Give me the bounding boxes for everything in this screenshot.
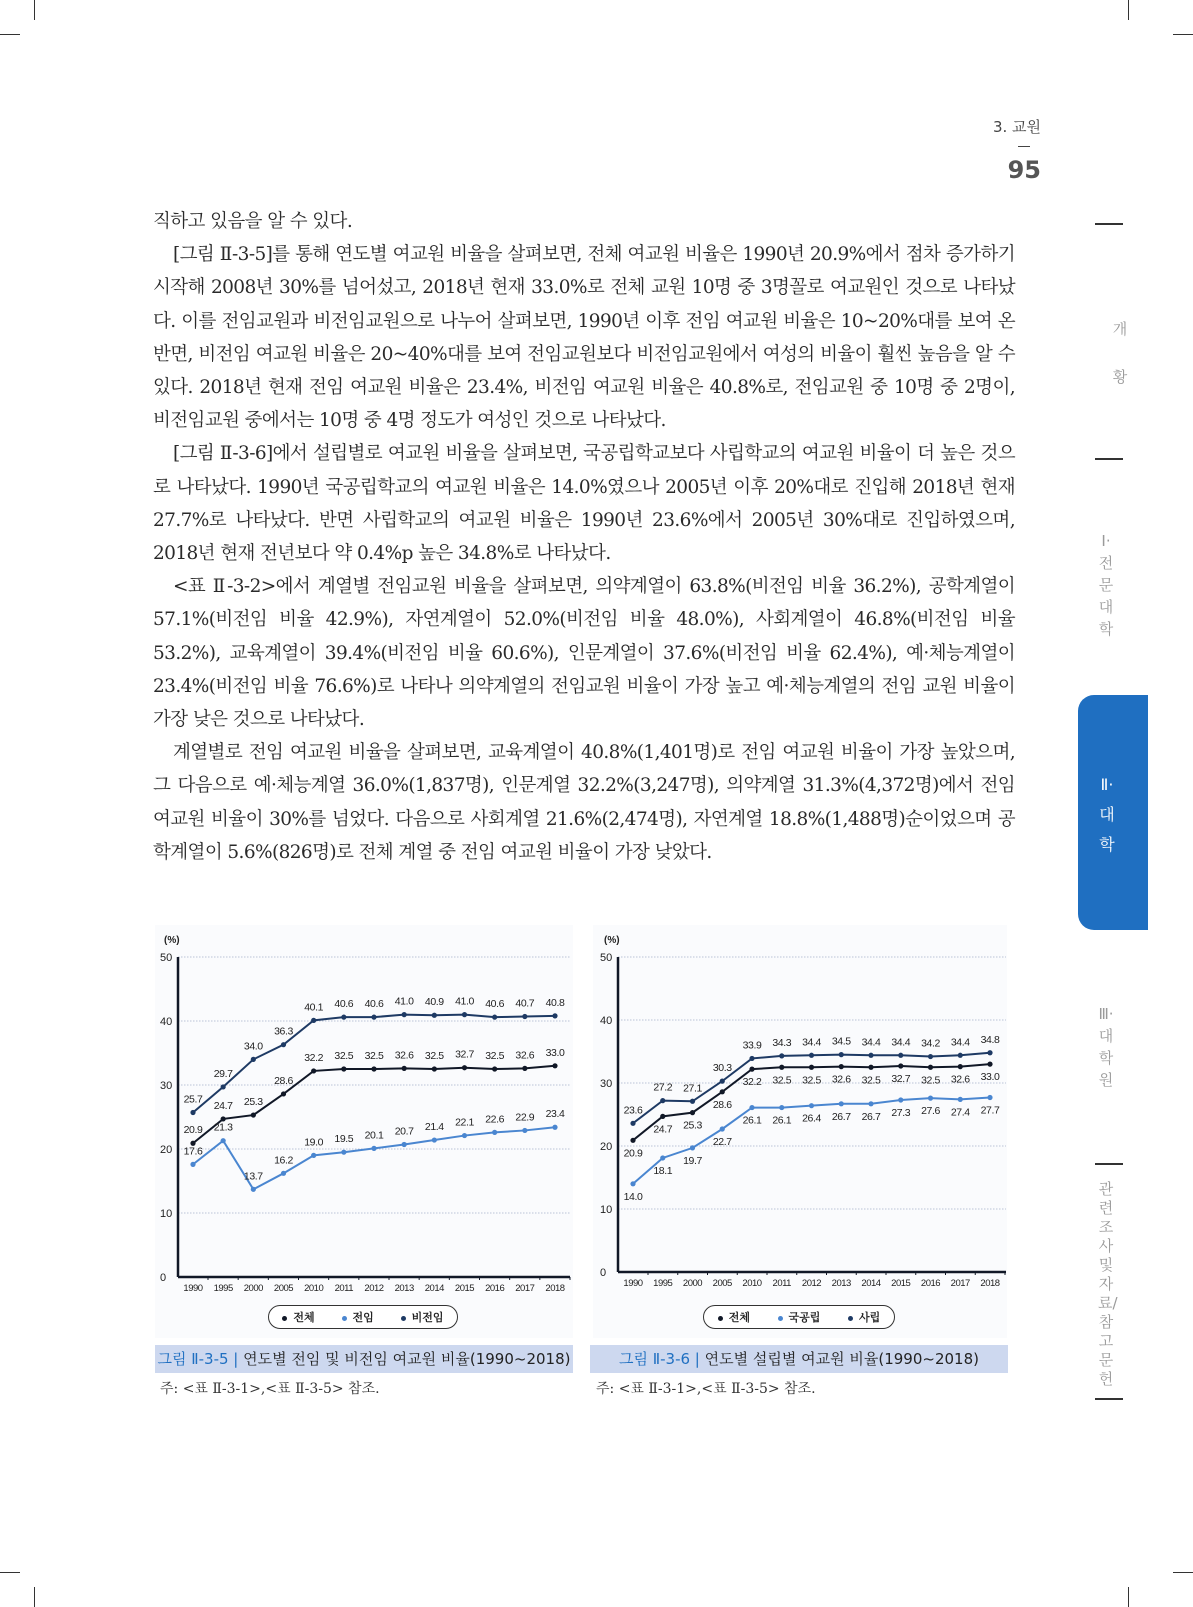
x-tick-label: 2010: [304, 1283, 324, 1294]
data-point: [779, 1053, 784, 1058]
legend-item: 사립: [848, 1309, 880, 1325]
data-label: 26.1: [772, 1114, 792, 1127]
x-tick-label: 2015: [454, 1283, 475, 1294]
data-label: 25.3: [243, 1096, 263, 1109]
data-point: [839, 1101, 844, 1106]
data-point: [958, 1064, 963, 1069]
data-point: [371, 1066, 376, 1071]
data-label: 19.0: [304, 1136, 324, 1149]
data-label: 34.4: [802, 1036, 821, 1049]
data-label: 32.6: [515, 1049, 535, 1062]
data-point: [281, 1042, 286, 1047]
data-label: 22.9: [515, 1111, 535, 1124]
data-point: [221, 1084, 226, 1089]
data-label: 32.2: [304, 1051, 324, 1064]
y-axis-unit: (%): [164, 935, 180, 946]
data-point: [809, 1103, 814, 1108]
chart-female-faculty-by-establishment: [590, 925, 1010, 1300]
data-point: [462, 1012, 467, 1017]
data-label: 20.1: [364, 1129, 384, 1142]
data-label: 41.0: [394, 995, 414, 1008]
data-label: 30.3: [712, 1062, 732, 1075]
data-point: [190, 1162, 195, 1167]
data-label: 20.9: [183, 1124, 203, 1137]
data-point: [371, 1146, 376, 1151]
data-label: 32.5: [861, 1074, 881, 1087]
chart-female-faculty-by-employment: [150, 925, 575, 1300]
divider: [1018, 146, 1030, 147]
data-point: [402, 1066, 407, 1071]
data-label: 18.1: [653, 1164, 673, 1177]
crop-mark: [34, 1587, 35, 1607]
x-tick-label: 2016: [485, 1283, 505, 1294]
side-nav-junior-college[interactable]: Ⅰ·전문대학: [1098, 532, 1114, 638]
data-label: 23.6: [623, 1104, 643, 1117]
body-text: [153, 205, 1015, 869]
x-tick-label: 2017: [515, 1283, 535, 1294]
data-label: 22.6: [485, 1113, 505, 1126]
side-nav-references[interactable]: 관련조사 및 자료/참고문헌: [1098, 1180, 1118, 1388]
legend-item: 전임: [342, 1309, 374, 1325]
data-label: 32.5: [772, 1074, 792, 1087]
chart-legend: [703, 1305, 895, 1329]
data-point: [987, 1095, 992, 1100]
x-tick-label: 2013: [831, 1278, 851, 1289]
data-point: [522, 1128, 527, 1133]
data-point: [522, 1014, 527, 1019]
data-point: [720, 1089, 725, 1094]
side-nav-overview[interactable]: 개 황: [1112, 320, 1128, 386]
data-label: 40.6: [485, 998, 505, 1011]
data-point: [690, 1110, 695, 1115]
data-label: 40.6: [364, 998, 384, 1011]
data-label: 34.2: [921, 1037, 940, 1050]
data-label: 26.7: [831, 1110, 851, 1123]
data-point: [839, 1064, 844, 1069]
data-label: 40.7: [515, 997, 535, 1010]
data-label: 34.3: [772, 1036, 792, 1049]
paragraph: 직하고 있음을 알 수 있다.: [153, 211, 353, 232]
x-tick-label: 2010: [742, 1278, 762, 1289]
data-point: [839, 1052, 844, 1057]
data-label: 25.7: [183, 1093, 203, 1106]
data-label: 34.5: [831, 1035, 851, 1048]
data-point: [432, 1013, 437, 1018]
divider: [1095, 458, 1123, 460]
side-nav-label: Ⅱ·대 학: [1099, 775, 1115, 854]
crop-mark: [1173, 1572, 1193, 1573]
data-label: 33.9: [742, 1039, 762, 1052]
chart-legend: [268, 1305, 458, 1329]
data-label: 34.4: [950, 1036, 970, 1049]
data-point: [630, 1138, 635, 1143]
x-tick-label: 2018: [980, 1278, 1000, 1289]
data-label: 17.6: [183, 1145, 203, 1158]
data-point: [749, 1056, 754, 1061]
data-label: 32.2: [742, 1076, 762, 1089]
data-label: 27.6: [921, 1105, 940, 1118]
x-tick-label: 2014: [424, 1283, 444, 1294]
data-point: [371, 1015, 376, 1020]
data-point: [492, 1130, 497, 1135]
data-point: [868, 1101, 873, 1106]
paragraph: 계열별로 전임 여교원 비율을 살펴보면, 교육계열이 40.8%(1,401명)로 전임 여교원 비율이 가장 높았으며, 그 다음으로 예·체능계열 36.0%(1,837명), 인문계열 32.2%(3,247명), 의약계열 31.3%(4,372명)에서 전임 여교원 비율이 30%를 넘었다. 다음으로 사회계열 21.6%(2,474명), 자연계열 18.8%(1,488명)순이었으며 공학계열이 5.6%(826명)로 전체 계열 중 전임 여교원 비율이 가장 낮았다.: [153, 742, 1015, 863]
data-label: 32.5: [424, 1050, 444, 1062]
data-point: [221, 1138, 226, 1143]
x-tick-label: 2016: [920, 1278, 941, 1289]
data-point: [898, 1063, 903, 1068]
data-label: 23.4: [545, 1108, 565, 1121]
data-point: [552, 1125, 557, 1130]
data-point: [630, 1121, 635, 1126]
side-nav-graduate-school[interactable]: Ⅲ·대학원: [1098, 1005, 1114, 1089]
legend-item: 전체: [282, 1309, 314, 1325]
data-point: [690, 1145, 695, 1150]
data-label: 32.5: [485, 1050, 505, 1062]
data-point: [720, 1126, 725, 1131]
data-label: 32.5: [334, 1050, 354, 1062]
data-point: [898, 1097, 903, 1102]
data-point: [779, 1065, 784, 1070]
data-point: [660, 1155, 665, 1160]
x-tick-label: 2018: [545, 1283, 565, 1294]
x-tick-label: 2015: [891, 1278, 911, 1289]
y-tick-label: 30: [600, 1078, 613, 1090]
data-point: [432, 1137, 437, 1142]
data-point: [251, 1057, 256, 1062]
data-point: [281, 1171, 286, 1176]
figure-caption: 그림 Ⅱ-3-5 | 연도별 전임 및 비전임 여교원 비율(1990~2018): [155, 1345, 573, 1373]
x-tick-label: 2011: [772, 1278, 791, 1289]
data-label: 22.1: [455, 1116, 474, 1129]
data-point: [868, 1065, 873, 1070]
side-nav-university[interactable]: [1078, 695, 1148, 930]
data-point: [492, 1015, 497, 1020]
crop-mark: [34, 0, 35, 20]
data-label: 28.6: [274, 1074, 293, 1087]
data-point: [749, 1067, 754, 1072]
paragraph: <표 Ⅱ-3-2>에서 계열별 전임교원 비율을 살펴보면, 의약계열이 63.8%(비전임 비율 36.2%), 공학계열이 57.1%(비전임 비율 42.9%), 자연계열이 52.0%(비전임 비율 48.0%), 사회계열이 46.8%(비전임 비율 53.2%), 교육계열이 39.4%(비전임 비율 60.6%), 인문계열이 37.6%(비전임 비율 62.4%), 예·체능계열이 23.4%(비전임 비율 76.6%)로 나타나 의약계열의 전임교원 비율이 가장 높고 예·체능계열의 전임 교원 비율이 가장 낮은 것으로 나타났다.: [153, 576, 1015, 731]
data-point: [749, 1105, 754, 1110]
x-tick-label: 2000: [243, 1283, 263, 1294]
data-point: [898, 1053, 903, 1058]
data-point: [402, 1142, 407, 1147]
data-label: 41.0: [455, 995, 474, 1008]
x-tick-label: 2014: [861, 1278, 881, 1289]
data-point: [552, 1013, 557, 1018]
data-point: [987, 1050, 992, 1055]
y-tick-label: 50: [160, 952, 173, 964]
y-tick-label: 10: [600, 1204, 613, 1216]
data-label: 27.3: [891, 1107, 911, 1120]
data-point: [462, 1133, 467, 1138]
data-point: [958, 1097, 963, 1102]
data-point: [341, 1066, 346, 1071]
data-label: 19.5: [334, 1133, 354, 1146]
data-label: 27.2: [653, 1081, 673, 1094]
data-label: 40.1: [304, 1001, 324, 1014]
crop-mark: [1173, 34, 1193, 35]
data-point: [522, 1066, 527, 1071]
data-label: 20.7: [394, 1125, 414, 1138]
x-tick-label: 2012: [801, 1278, 822, 1289]
data-label: 32.5: [802, 1074, 821, 1087]
x-tick-label: 1995: [653, 1278, 673, 1289]
x-tick-label: 2005: [273, 1283, 294, 1294]
data-point: [928, 1065, 933, 1070]
y-tick-label: 10: [160, 1208, 173, 1220]
data-label: 22.7: [712, 1135, 732, 1148]
data-label: 32.5: [921, 1074, 940, 1087]
y-tick-label: 30: [160, 1080, 173, 1092]
data-label: 24.7: [653, 1123, 673, 1136]
data-point: [311, 1018, 316, 1023]
y-tick-label: 0: [160, 1272, 167, 1284]
y-tick-label: 40: [600, 1015, 613, 1027]
legend-item: 비전임: [401, 1309, 444, 1325]
data-label: 26.4: [802, 1112, 821, 1125]
data-label: 32.6: [831, 1073, 851, 1086]
data-label: 32.5: [364, 1050, 384, 1062]
y-tick-label: 0: [600, 1267, 607, 1279]
data-point: [779, 1105, 784, 1110]
data-label: 13.7: [243, 1170, 263, 1183]
x-tick-label: 2011: [334, 1283, 354, 1294]
data-label: 40.9: [424, 996, 444, 1009]
data-label: 27.7: [980, 1104, 1000, 1117]
x-tick-label: 2017: [950, 1278, 970, 1289]
data-label: 27.4: [950, 1106, 970, 1119]
data-label: 21.4: [424, 1121, 444, 1134]
x-tick-label: 2000: [682, 1278, 703, 1289]
data-label: 24.7: [213, 1099, 233, 1112]
x-tick-label: 2012: [364, 1283, 384, 1294]
figure-note: 주: <표 Ⅱ-3-1>,<표 Ⅱ-3-5> 참조.: [160, 1381, 380, 1397]
crop-mark: [0, 1572, 20, 1573]
y-tick-label: 50: [600, 952, 613, 964]
crop-mark: [0, 34, 20, 35]
page-number: 95: [1007, 156, 1041, 184]
data-point: [928, 1054, 933, 1059]
data-point: [190, 1110, 195, 1115]
data-label: 21.3: [213, 1121, 233, 1134]
data-point: [868, 1053, 873, 1058]
crop-mark: [1128, 1587, 1129, 1607]
data-point: [552, 1063, 557, 1068]
data-label: 27.1: [683, 1082, 702, 1095]
data-point: [720, 1079, 725, 1084]
legend-item: 국공립: [778, 1309, 821, 1325]
y-axis-unit: (%): [604, 935, 620, 946]
figure-caption: 그림 Ⅱ-3-6 | 연도별 설립별 여교원 비율(1990~2018): [590, 1345, 1008, 1373]
divider: [1095, 223, 1123, 225]
data-point: [402, 1012, 407, 1017]
data-point: [958, 1053, 963, 1058]
data-label: 26.1: [742, 1114, 762, 1127]
data-point: [462, 1065, 467, 1070]
x-tick-label: 2005: [712, 1278, 732, 1289]
data-point: [341, 1150, 346, 1155]
data-point: [630, 1181, 635, 1186]
crop-mark: [1128, 0, 1129, 20]
x-tick-label: 1990: [623, 1278, 643, 1289]
data-label: 34.8: [980, 1033, 1000, 1046]
divider: [1095, 1163, 1123, 1165]
data-point: [281, 1091, 286, 1096]
paragraph: [그림 Ⅱ-3-6]에서 설립별로 여교원 비율을 살펴보면, 국공립학교보다 사립학교의 여교원 비율이 더 높은 것으로 나타났다. 1990년 국공립학교의 여교원 비율은 14.0%였으나 2005년 이후 20%대로 진입해 2018년 현재 27.7%로 나타났다. 반면 사립학교의 여교원 비율은 1990년 23.6%에서 2005년 30%대로 진입하였으며, 2018년 현재 전년보다 약 0.4%p 높은 34.8%로 나타났다.: [153, 443, 1015, 565]
data-point: [928, 1096, 933, 1101]
data-label: 28.6: [712, 1098, 732, 1111]
data-label: 14.0: [623, 1190, 643, 1203]
data-label: 34.0: [243, 1040, 263, 1053]
data-point: [660, 1114, 665, 1119]
divider: [1095, 1398, 1123, 1400]
data-point: [251, 1112, 256, 1117]
data-point: [432, 1066, 437, 1071]
data-point: [987, 1062, 992, 1067]
data-label: 40.8: [545, 996, 565, 1009]
x-tick-label: 2013: [394, 1283, 414, 1294]
data-label: 32.6: [950, 1073, 970, 1086]
data-label: 20.9: [623, 1147, 643, 1160]
data-label: 16.2: [274, 1154, 293, 1167]
data-label: 33.0: [980, 1071, 1000, 1084]
section-title: 3. 교원: [992, 118, 1041, 136]
data-label: 36.3: [274, 1025, 293, 1038]
data-point: [251, 1187, 256, 1192]
data-label: 32.6: [394, 1049, 414, 1062]
data-label: 40.6: [334, 998, 354, 1011]
data-point: [311, 1153, 316, 1158]
legend-item: 전체: [718, 1309, 750, 1325]
data-label: 32.7: [891, 1072, 911, 1085]
data-label: 33.0: [545, 1046, 565, 1059]
data-point: [311, 1068, 316, 1073]
data-label: 32.7: [455, 1048, 474, 1061]
data-point: [660, 1098, 665, 1103]
data-point: [809, 1065, 814, 1070]
data-point: [492, 1066, 497, 1071]
y-tick-label: 20: [160, 1144, 173, 1156]
x-tick-label: 1995: [213, 1283, 233, 1294]
x-tick-label: 1990: [183, 1283, 203, 1294]
data-label: 25.3: [683, 1119, 702, 1132]
data-point: [341, 1015, 346, 1020]
data-point: [809, 1053, 814, 1058]
y-tick-label: 20: [600, 1141, 613, 1153]
data-label: 34.4: [891, 1036, 911, 1049]
paragraph: [그림 Ⅱ-3-5]를 통해 연도별 여교원 비율을 살펴보면, 전체 여교원 비율은 1990년 20.9%에서 점차 증가하기 시작해 2008년 30%를 넘어섰고, 2018년 현재 33.0%로 전체 교원 10명 중 3명꼴로 여교원인 것으로 나타났다. 이를 전임교원과 비전임교원으로 나누어 살펴보면, 1990년 이후 전임 여교원 비율은 10~20%대를 보여 온 반면, 비전임 여교원 비율은 20~40%대를 보여 전임교원보다 비전임교원에서 여성의 비율이 훨씬 높음을 알 수 있다. 2018년 현재 전임 여교원 비율은 23.4%, 비전임 여교원 비율은 40.8%로, 전임교원 중 10명 중 2명이, 비전임교원 중에서는 10명 중 4명 정도가 여성인 것으로 나타났다.: [153, 244, 1015, 432]
y-tick-label: 40: [160, 1016, 173, 1028]
data-point: [690, 1099, 695, 1104]
figure-note: 주: <표 Ⅱ-3-1>,<표 Ⅱ-3-5> 참조.: [596, 1381, 816, 1397]
data-label: 19.7: [683, 1154, 702, 1167]
data-label: 29.7: [213, 1067, 233, 1080]
data-label: 26.7: [861, 1110, 881, 1123]
data-label: 34.4: [861, 1036, 881, 1049]
